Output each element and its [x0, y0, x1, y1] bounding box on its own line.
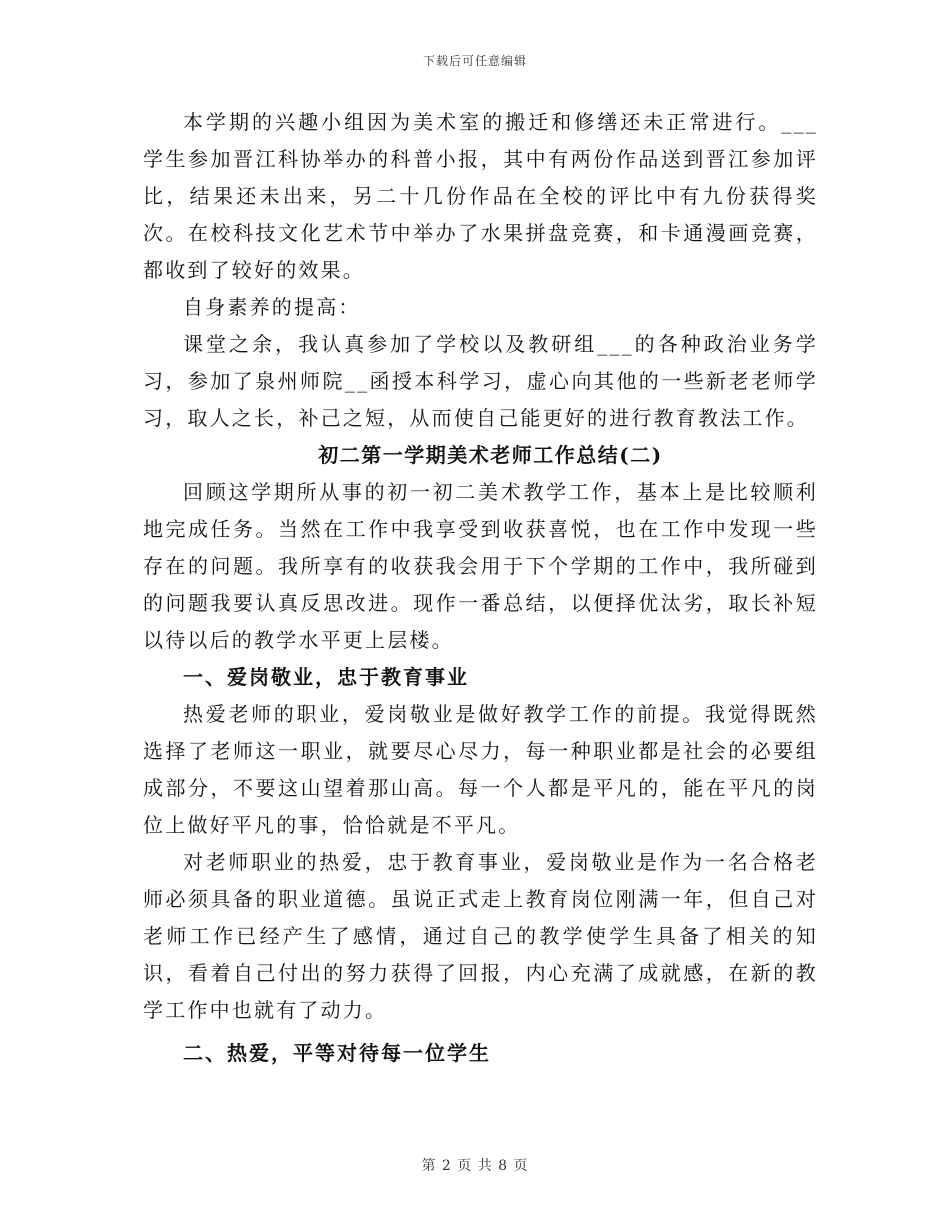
- paragraph-love-profession: 热爱老师的职业，爱岗敬业是做好教学工作的前提。我觉得既然选择了老师这一职业，就要尽心尽力，每一种职业都是社会的必要组成部分，不要这山望着那山高。每一个人都是平凡的，能在平凡的岗位上做好平凡的事，恰恰就是不平凡。: [143, 702, 818, 837]
- page-header: 下载后可任意编辑: [422, 54, 527, 68]
- paragraph-interest-group: 本学期的兴趣小组因为美术室的搬迁和修缮还未正常进行。___学生参加晋江科协举办的科普小报，其中有两份作品送到晋江参加评比，结果还未出来，另二十几份作品在全校的评比中有九份获得奖次。在校科技文化艺术节中举办了水果拼盘竞赛，和卡通漫画竞赛，都收到了较好的效果。: [143, 110, 818, 282]
- label-self-improvement: 自身素养的提高：: [183, 295, 361, 319]
- paragraph-study: 课堂之余，我认真参加了学校以及教研组___的各种政治业务学习，参加了泉州师院__函授本科学习，虚心向其他的一些新老老师学习，取人之长，补己之短，从而使自己能更好的进行教育教法工作。: [143, 332, 818, 430]
- section-title: 初二第一学期美术老师工作总结(二): [318, 443, 663, 467]
- page-number: 第 2 页 共 8 页: [421, 1158, 529, 1174]
- heading-dedication: 一、爱岗敬业，忠于教育事业: [183, 665, 469, 689]
- document-body: [143, 104, 818, 1072]
- paragraph-review: 回顾这学期所从事的初一初二美术教学工作，基本上是比较顺利地完成任务。当然在工作中我享受到收获喜悦，也在工作中发现一些存在的问题。我所享有的收获我会用于下个学期的工作中，我所碰到的问题我要认真反思改进。现作一番总结，以便择优汰劣，取长补短以待以后的教学水平更上层楼。: [143, 480, 818, 652]
- paragraph-professional-ethics: 对老师职业的热爱，忠于教育事业，爱岗敬业是作为一名合格老师必须具备的职业道德。虽说正式走上教育岗位刚满一年，但自己对老师工作已经产生了感情，通过自己的教学使学生具备了相关的知识，看着自己付出的努力获得了回报，内心充满了成就感，在新的教学工作中也就有了动力。: [143, 850, 818, 1022]
- heading-equal-treatment: 二、热爱，平等对待每一位学生: [183, 1041, 491, 1065]
